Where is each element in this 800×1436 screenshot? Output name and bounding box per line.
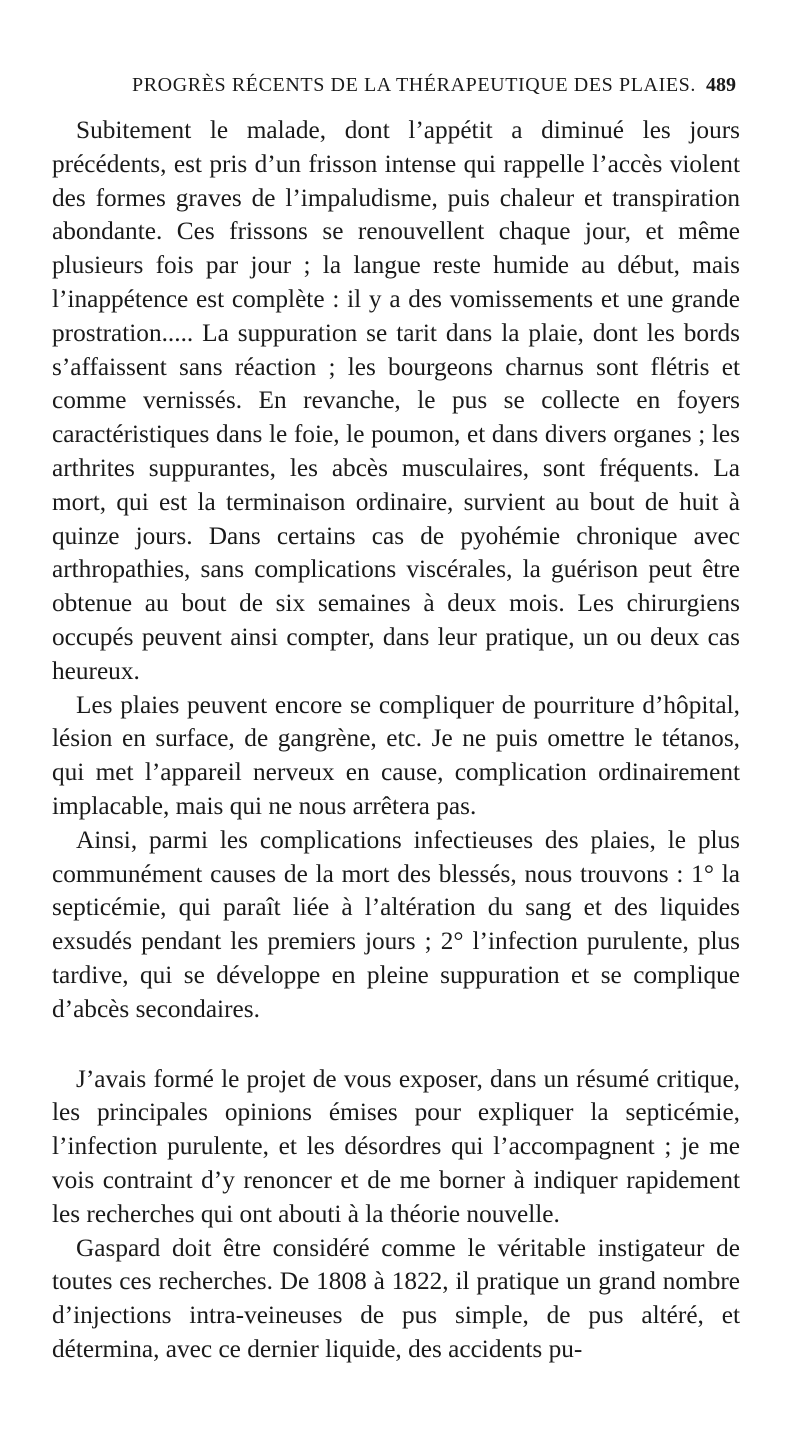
page-number: 489 xyxy=(706,74,736,96)
running-title: PROGRÈS RÉCENTS DE LA THÉRAPEUTIQUE DES PLAIES. xyxy=(132,74,696,96)
running-head xyxy=(132,74,736,97)
paragraph-other-complications: Les plaies peuvent encore se compliquer de pourriture d’hôpital, lésion en surface, de gangrène, etc. Je ne puis omettre le tétanos, qui met l’appareil nerveux en cause, complication ordinairement implacable, mais qui ne nous arrêtera pas. xyxy=(52,690,740,820)
paragraph-pyohemie-symptoms: Subitement le malade, dont l’appétit a diminué les jours précédents, est pris d’un frisson intense qui rappelle l’accès violent des formes graves de l’impaludisme, puis chaleur et transpiration abondante. Ces frissons se renouvellent chaque jour, et même plusieurs fois par jour ; la langue reste humide au début, mais l’inappétence est complète : il y a des vomissements et une grande prostration..... La suppuration se tarit dans la plaie, dont les bords s’affaissent sans réaction ; les bourgeons charnus sont flétris et comme vernissés. En revanche, le pus se collecte en foyers caractéristiques dans le foie, le poumon, et dans divers organes ; les arthrites suppurantes, les abcès musculaires, sont fréquents. La mort, qui est la terminaison ordinaire, survient au bout de huit à quinze jours. Dans certains cas de pyohémie chronique avec arthropathies, sans complications viscérales, la guérison peut être obtenue au bout de six semaines à deux mois. Les chirurgiens occupés peuvent ainsi compter, dans leur pratique, un ou deux cas heureux. xyxy=(52,116,740,685)
paragraph-project: J’avais formé le projet de vous exposer, dans un résumé critique, les principales opinions émises pour expliquer la septicémie, l’infection purulente, et les désordres qui l’accompagnent ; je me vois contraint d’y renoncer et de me borner à indiquer rapidement les recherches qui ont abouti à la théorie nouvelle. xyxy=(52,1064,740,1228)
paragraph-gaspard: Gaspard doit être considéré comme le véritable instigateur de toutes ces recherches. De 1808 à 1822, il pratique un grand nombre d’injections intra-veineuses de pus simple, de pus altéré, et détermina, avec ce dernier liquide, des accidents pu- xyxy=(52,1233,740,1363)
paragraph-summary: Ainsi, parmi les complications infectieuses des plaies, le plus communément causes de la mort des blessés, nous trouvons : 1° la septicémie, qui paraît liée à l’altération du sang et des liquides exsudés pendant les premiers jours ; 2° l’infection purulente, plus tardive, qui se développe en pleine suppuration et se complique d’abcès secondaires. xyxy=(52,825,740,1023)
body-text xyxy=(52,114,740,1367)
